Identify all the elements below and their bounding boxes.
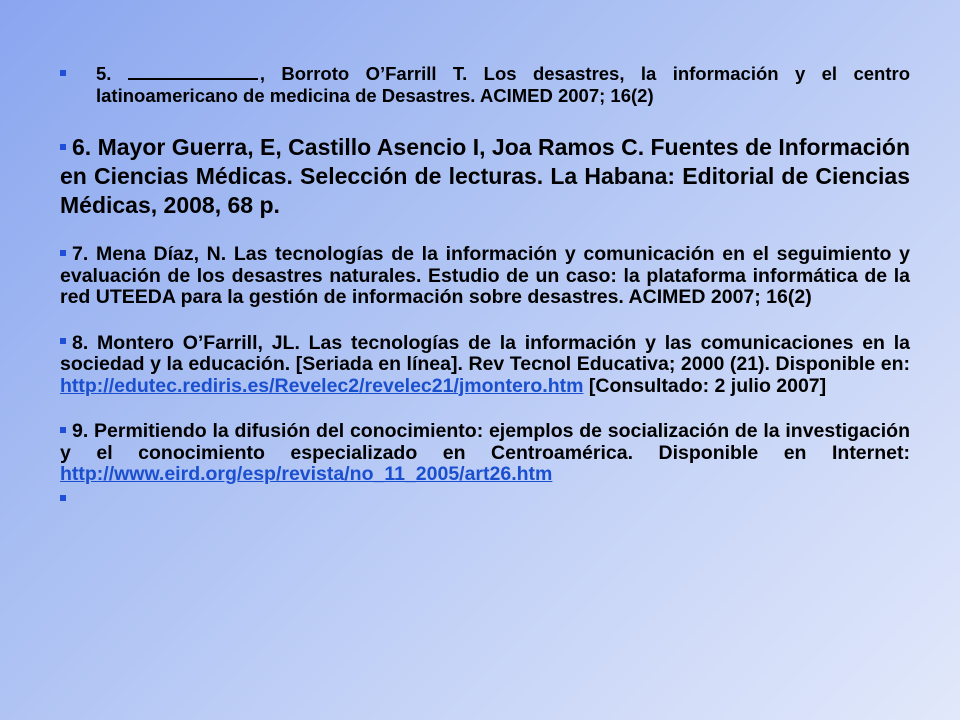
reference-6-text: 6. Mayor Guerra, E, Castillo Asencio I, Joa Ramos C. Fuentes de Información en Ciencias Médicas. Selección de lecturas. La Habana: Editorial de Ciencias Médicas, 2008, 68 p. xyxy=(60,134,910,218)
author-blank-line xyxy=(128,62,258,80)
reference-7 xyxy=(60,244,910,309)
reference-8-text: 8. Montero O’Farrill, JL. Las tecnologías de la información y las comunicaciones en la sociedad y la educación. [Seriada en línea]. Rev Tecnol Educativa; 2000 (21). Disponible en: xyxy=(60,331,910,375)
reference-8 xyxy=(60,333,910,398)
reference-6 xyxy=(60,133,910,220)
square-bullet-icon xyxy=(60,250,66,256)
square-bullet-icon xyxy=(60,70,66,76)
square-bullet-icon xyxy=(60,144,66,150)
references-slide xyxy=(60,62,910,512)
reference-8-consulted: [Consultado: 2 julio 2007] xyxy=(583,374,827,397)
reference-9-link[interactable]: http://www.eird.org/esp/revista/no_11_2005/art26.htm xyxy=(60,463,553,485)
square-bullet-icon xyxy=(60,495,66,501)
reference-8-link[interactable]: http://edutec.rediris.es/Revelec2/revelec21/jmontero.htm xyxy=(60,374,584,397)
reference-7-text: 7. Mena Díaz, N. Las tecnologías de la información y comunicación en el seguimiento y evaluación de los desastres naturales. Estudio de un caso: la plataforma informática de la red UTEEDA para la gestión de información sobre desastres. ACIMED 2007; 16(2) xyxy=(60,243,910,308)
empty-bullet-item xyxy=(60,492,910,512)
reference-5 xyxy=(60,62,910,107)
reference-9-text: 9. Permitiendo la difusión del conocimiento: ejemplos de socialización de la investigación y el conocimiento especializado en Centroamérica. Disponible en Internet: xyxy=(60,420,910,464)
square-bullet-icon xyxy=(60,338,66,344)
square-bullet-icon xyxy=(60,427,66,433)
reference-9 xyxy=(60,421,910,486)
reference-5-text: , Borroto O’Farrill T. Los desastres, la información y el centro latinoamericano de medicina de Desastres. ACIMED 2007; 16(2) xyxy=(96,63,910,106)
reference-5-number: 5. xyxy=(96,63,112,84)
